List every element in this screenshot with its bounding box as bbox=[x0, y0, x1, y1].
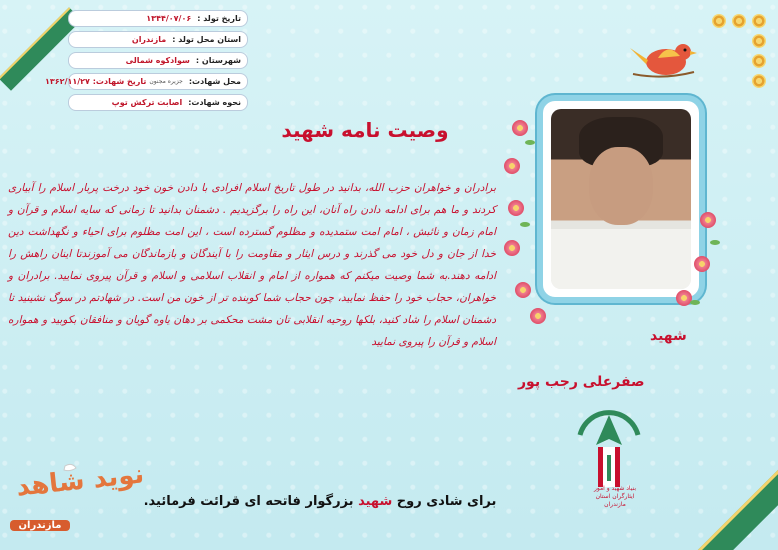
leaf-icon bbox=[520, 222, 530, 227]
info-value: اصابت ترکش توپ bbox=[111, 98, 183, 107]
info-label: نحوه شهادت: bbox=[188, 98, 241, 107]
footer-highlight: شهید bbox=[358, 494, 393, 509]
info-value: مازندران bbox=[131, 35, 167, 44]
ribbon-bottom-right bbox=[680, 469, 778, 550]
info-label: محل شهادت: bbox=[188, 77, 241, 86]
photo-face bbox=[589, 147, 653, 225]
footer-after: بزرگوار فاتحه ای قرائت فرمائید. bbox=[143, 494, 359, 509]
page-title: وصیت نامه شهید bbox=[281, 118, 449, 142]
info-value: ۱۳۴۴/۰۷/۰۶ bbox=[146, 14, 192, 23]
testament-text: برادران و خواهران حزب الله، بدانید در طول تاریخ اسلام افرادی با دادن خون خود درخت پربار اسلام را آبیاری کردند و ما هم برای ادامه دادن راه آنان، این راه را برگزیدیم . دشمنان بدانید تا زمانی که سایه اسلام و قرآن و امام زمان و نائبش ، امام امت ستمدیده و مظلوم گسترده است ، این امت مظلوم برای احیاء و نگهداشت دین خدا از جان و دل خود می گذرند و درس ایثار و مقاومت را با آیندگان و بازماندگان می آموزندتا اینان راهش را ادامه دهند.به شما وصیت میکنم که همواره از امام و انقلاب اسلامی و اسلام و قرآن پیروی نمایید. برادران و خواهران، حجاب خود را حفظ نمایید، چون حجاب شما کوبنده تر از خون من است. در شهادتم در سوگ نشینید تا دشمنان اسلام را شاد کنید، بلکها روحیه انقلابی تان مشت محکمی بر دهان یاوه گویان و منافقان بکوبید و همواره اسلام و قرآن را پیروی نمایید bbox=[8, 182, 496, 348]
info-table bbox=[45, 10, 248, 115]
ornament-icon bbox=[712, 14, 726, 28]
leaf-icon bbox=[525, 140, 535, 145]
ornament-icon bbox=[752, 14, 766, 28]
ornament-icon bbox=[752, 54, 766, 68]
info-value: سوادکوه شمالی bbox=[125, 56, 190, 65]
flower-icon bbox=[694, 256, 710, 272]
flower-icon bbox=[700, 212, 716, 228]
watermark-logo: نوید شاهد bbox=[14, 459, 146, 503]
flower-icon bbox=[512, 120, 528, 136]
photo-shirt bbox=[551, 229, 691, 289]
martyr-photo bbox=[551, 109, 691, 289]
info-row-birth-province bbox=[68, 31, 248, 48]
flower-icon bbox=[508, 200, 524, 216]
flower-icon bbox=[504, 240, 520, 256]
flower-icon bbox=[515, 282, 531, 298]
photo-frame bbox=[537, 95, 705, 303]
flower-icon bbox=[504, 158, 520, 174]
ribbon-top-left bbox=[0, 0, 60, 6]
info-label: تاریخ تولد : bbox=[197, 14, 241, 23]
martyr-name: صفرعلی رجب پور bbox=[518, 374, 645, 390]
leaf-icon bbox=[710, 240, 720, 245]
leaf-icon bbox=[690, 300, 700, 305]
info-row-martyrdom-cause bbox=[68, 94, 248, 111]
ornament-icon bbox=[732, 14, 746, 28]
info-value: تاریخ شهادت: ۱۳۶۲/۱۱/۲۷ bbox=[45, 77, 147, 86]
info-row-city bbox=[68, 52, 248, 69]
foundation-logo-text: بنیاد شهید و امور ایثارگران استان مازندران bbox=[593, 485, 637, 508]
watermark-subtitle: مازندران bbox=[10, 520, 70, 531]
footer-before: برای شادی روح bbox=[392, 494, 497, 509]
ornament-icon bbox=[752, 34, 766, 48]
footer-prayer bbox=[110, 494, 530, 509]
bird-icon bbox=[628, 34, 698, 84]
info-row-birth-date bbox=[68, 10, 248, 27]
info-row-martyrdom-place bbox=[45, 73, 248, 90]
shahid-label: شهید bbox=[650, 328, 687, 344]
info-sub: جزیره مجنون bbox=[149, 78, 183, 85]
ornament-icon bbox=[752, 74, 766, 88]
flower-icon bbox=[530, 308, 546, 324]
info-label: استان محل تولد : bbox=[172, 35, 241, 44]
info-label: شهرستان : bbox=[195, 56, 241, 65]
